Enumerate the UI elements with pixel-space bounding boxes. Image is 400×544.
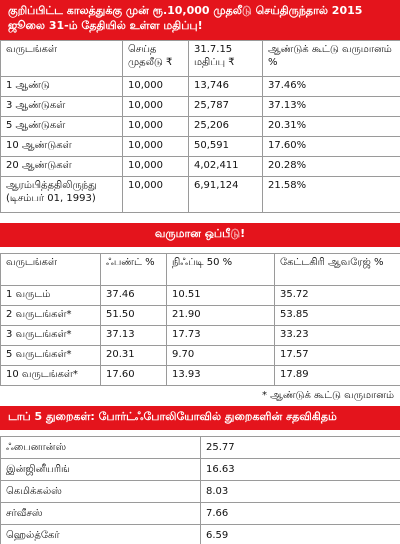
cell-category-avg: 33.23 bbox=[275, 326, 400, 346]
cell-cagr: 21.58% bbox=[263, 177, 400, 213]
cell-value: 4,02,411 bbox=[189, 157, 263, 177]
cell-years: 3 வருடங்கள்* bbox=[1, 326, 101, 346]
cell-nifty: 21.90 bbox=[167, 306, 275, 326]
cagr-footnote: * ஆண்டுக் கூட்டு வருமானம் bbox=[262, 390, 394, 401]
table-row bbox=[1, 525, 400, 544]
table-row bbox=[1, 137, 400, 157]
table-row bbox=[1, 437, 400, 459]
cell-percent: 25.77 bbox=[201, 437, 400, 459]
cell-value: 25,206 bbox=[189, 117, 263, 137]
cell-invested: 10,000 bbox=[123, 117, 189, 137]
cell-fund: 37.13 bbox=[101, 326, 167, 346]
section-gap bbox=[0, 213, 400, 223]
cell-years: 20 ஆண்டுகள் bbox=[1, 157, 123, 177]
returns-comparison-title: வருமான ஒப்பீடு! bbox=[0, 223, 400, 247]
table-row bbox=[1, 306, 400, 326]
cell-value: 50,591 bbox=[189, 137, 263, 157]
cell-sector: ஃபைனான்ஸ் bbox=[1, 437, 201, 459]
cell-value: 25,787 bbox=[189, 97, 263, 117]
cell-percent: 7.66 bbox=[201, 503, 400, 525]
cell-sector: இன்ஜினீயரிங் bbox=[1, 459, 201, 481]
table-header-row bbox=[1, 254, 400, 286]
table-row bbox=[1, 286, 400, 306]
header-fund: ஃபண்ட் % bbox=[101, 254, 167, 286]
header-years: வருடங்கள் bbox=[1, 41, 123, 77]
cell-years: ஆரம்பித்ததிலிருந்து (டிசம்பர் 01, 1993) bbox=[1, 177, 123, 213]
investment-value-table bbox=[0, 40, 400, 213]
cell-sector: ஹெல்த்கேர் bbox=[1, 525, 201, 544]
cell-invested: 10,000 bbox=[123, 97, 189, 117]
cell-nifty: 10.51 bbox=[167, 286, 275, 306]
cell-nifty: 9.70 bbox=[167, 346, 275, 366]
cell-years: 1 ஆண்டு bbox=[1, 77, 123, 97]
table-row bbox=[1, 157, 400, 177]
cell-percent: 8.03 bbox=[201, 481, 400, 503]
table-row bbox=[1, 503, 400, 525]
cell-years: 2 வருடங்கள்* bbox=[1, 306, 101, 326]
cell-invested: 10,000 bbox=[123, 157, 189, 177]
cell-fund: 17.60 bbox=[101, 366, 167, 386]
cell-sector: கெமிக்கல்ஸ் bbox=[1, 481, 201, 503]
cell-fund: 51.50 bbox=[101, 306, 167, 326]
table-row bbox=[1, 97, 400, 117]
cell-years: 5 வருடங்கள்* bbox=[1, 346, 101, 366]
cell-nifty: 17.73 bbox=[167, 326, 275, 346]
investment-value-title: குறிப்பிட்ட காலத்துக்கு முன் ரூ.10,000 முதலீடு செய்திருந்தால் 2015 ஜூலை 31-ம் தேதியில் உள்ள மதிப்பு! bbox=[0, 0, 400, 40]
table-row bbox=[1, 459, 400, 481]
cell-cagr: 20.28% bbox=[263, 157, 400, 177]
cell-category-avg: 35.72 bbox=[275, 286, 400, 306]
cell-invested: 10,000 bbox=[123, 177, 189, 213]
table-row bbox=[1, 326, 400, 346]
cell-cagr: 20.31% bbox=[263, 117, 400, 137]
cell-fund: 20.31 bbox=[101, 346, 167, 366]
returns-comparison-table bbox=[0, 253, 400, 386]
header-nifty: நிஃப்டி 50 % bbox=[167, 254, 275, 286]
cell-years: 10 ஆண்டுகள் bbox=[1, 137, 123, 157]
table-row bbox=[1, 77, 400, 97]
cell-years: 3 ஆண்டுகள் bbox=[1, 97, 123, 117]
cell-value: 6,91,124 bbox=[189, 177, 263, 213]
cell-percent: 6.59 bbox=[201, 525, 400, 544]
cell-percent: 16.63 bbox=[201, 459, 400, 481]
cell-nifty: 13.93 bbox=[167, 366, 275, 386]
cell-fund: 37.46 bbox=[101, 286, 167, 306]
cell-years: 1 வருடம் bbox=[1, 286, 101, 306]
cell-value: 13,746 bbox=[189, 77, 263, 97]
cell-cagr: 17.60% bbox=[263, 137, 400, 157]
cell-category-avg: 53.85 bbox=[275, 306, 400, 326]
header-invested: செய்த முதலீடு ₹ bbox=[123, 41, 189, 77]
cell-cagr: 37.13% bbox=[263, 97, 400, 117]
header-cagr: ஆண்டுக் கூட்டு வருமானம் % bbox=[263, 41, 400, 77]
table-row bbox=[1, 117, 400, 137]
table-row bbox=[1, 366, 400, 386]
cell-sector: சர்வீசஸ் bbox=[1, 503, 201, 525]
cell-category-avg: 17.57 bbox=[275, 346, 400, 366]
cell-invested: 10,000 bbox=[123, 77, 189, 97]
cell-category-avg: 17.89 bbox=[275, 366, 400, 386]
top-sectors-title: டாப் 5 துறைகள்: போர்ட்ஃபோலியோவில் துறைகளின் சதவிகிதம் bbox=[0, 406, 400, 430]
table-row bbox=[1, 481, 400, 503]
table-header-row bbox=[1, 41, 400, 77]
top-sectors-table bbox=[0, 436, 400, 544]
header-value: 31.7.15 மதிப்பு ₹ bbox=[189, 41, 263, 77]
cell-cagr: 37.46% bbox=[263, 77, 400, 97]
header-category-avg: கேட்டகிரி ஆவரேஜ் % bbox=[275, 254, 400, 286]
cell-invested: 10,000 bbox=[123, 137, 189, 157]
header-years: வருடங்கள் bbox=[1, 254, 101, 286]
cell-years: 10 வருடங்கள்* bbox=[1, 366, 101, 386]
table-row bbox=[1, 177, 400, 213]
table-row bbox=[1, 346, 400, 366]
cell-years: 5 ஆண்டுகள் bbox=[1, 117, 123, 137]
